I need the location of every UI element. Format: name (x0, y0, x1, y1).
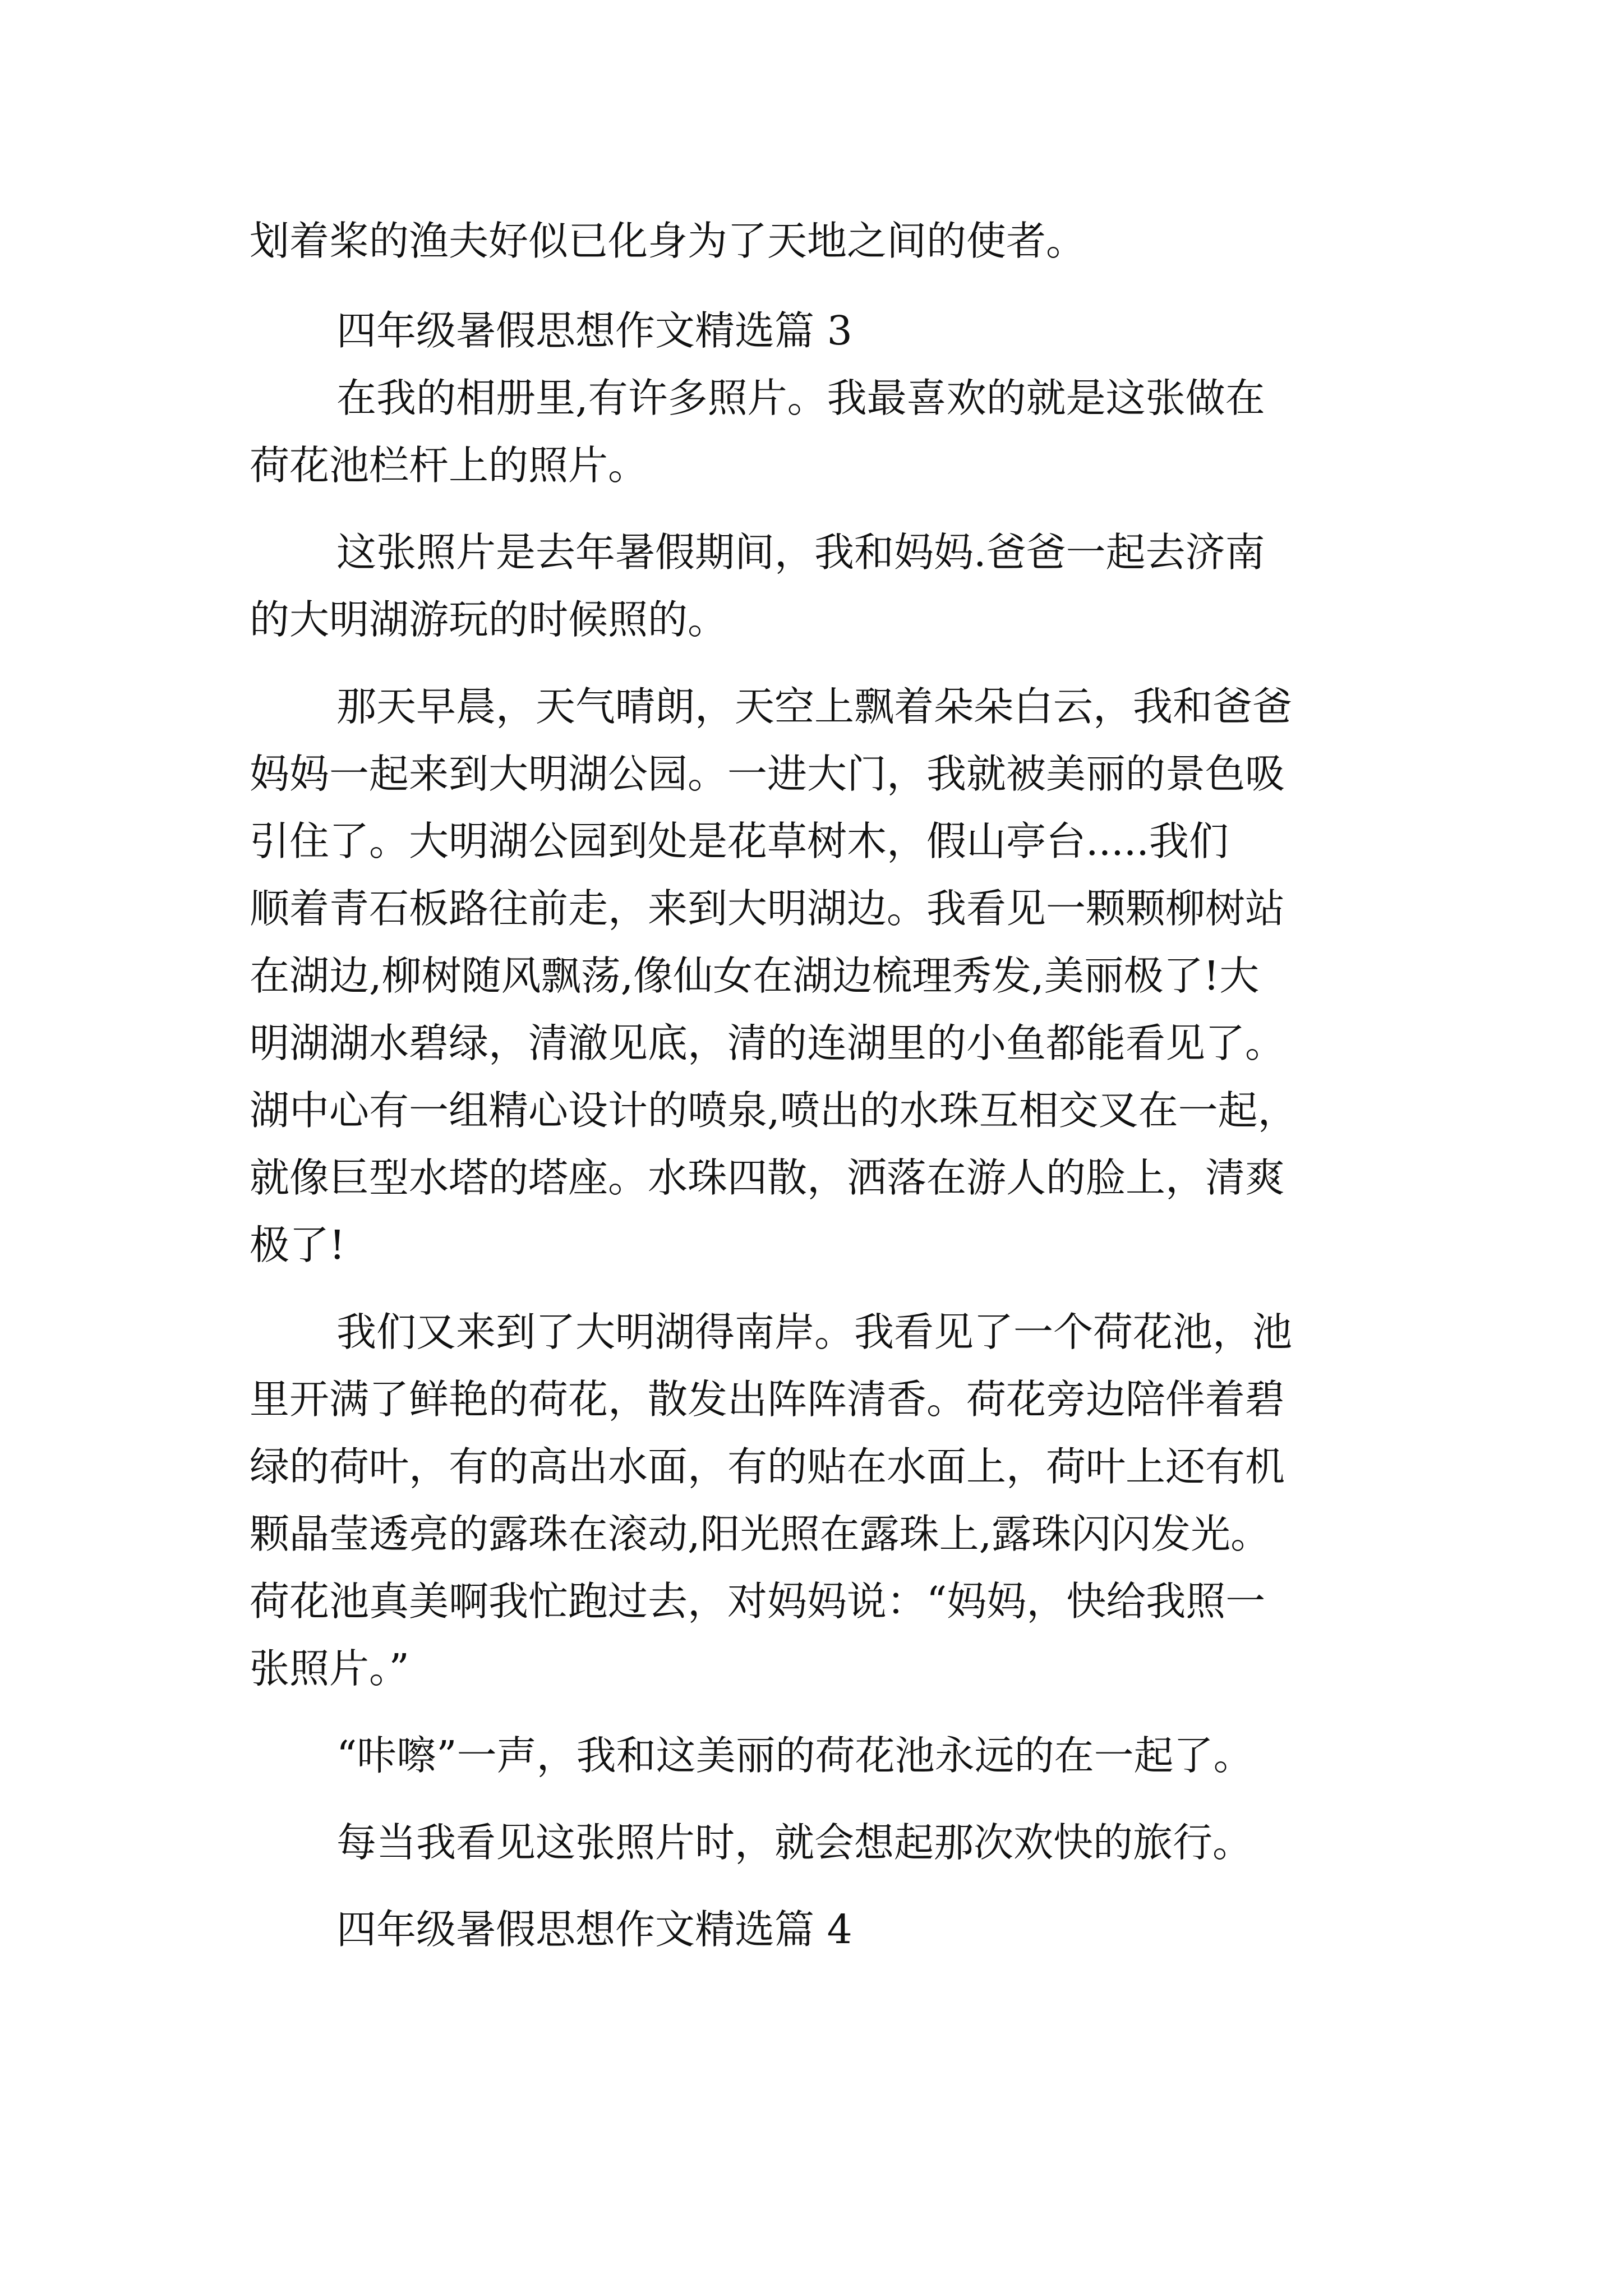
section-heading: 四年级暑假思想作文精选篇 4 (336, 1906, 852, 1953)
text-line: 引住了。大明湖公园到处是花草树木，假山亭台.....我们 (250, 818, 1229, 864)
text-line: 荷花池真美啊我忙跑过去，对妈妈说：“妈妈，快给我照一 (250, 1578, 1266, 1625)
text-line: 就像巨型水塔的塔座。水珠四散，洒落在游人的脸上，清爽 (250, 1154, 1285, 1201)
text-line: 顺着青石板路往前走，来到大明湖边。我看见一颗颗柳树站 (250, 885, 1285, 932)
text-line: 划着桨的渔夫好似已化身为了天地之间的使者。 (250, 218, 1086, 264)
text-line: 明湖湖水碧绿，清澈见底，清的连湖里的小鱼都能看见了。 (250, 1020, 1285, 1066)
text-line: 荷花池栏杆上的照片。 (250, 442, 648, 489)
section-heading: 四年级暑假思想作文精选篇 3 (336, 307, 852, 354)
text-line: 颗晶莹透亮的露珠在滚动,阳光照在露珠上,露珠闪闪发光。 (250, 1511, 1271, 1557)
text-line: 那天早晨，天气晴朗，天空上飘着朵朵白云，我和爸爸 (336, 683, 1293, 730)
text-line: 这张照片是去年暑假期间，我和妈妈.爸爸一起去济南 (336, 529, 1265, 576)
text-line: 我们又来到了大明湖得南岸。我看见了一个荷花池，池 (336, 1309, 1293, 1355)
text-line: 在我的相册里,有许多照片。我最喜欢的就是这张做在 (336, 375, 1265, 421)
text-line: 极了! (250, 1222, 345, 1268)
text-line: “咔嚓”一声，我和这美丽的荷花池永远的在一起了。 (336, 1732, 1253, 1779)
text-line: 里开满了鲜艳的荷花，散发出阵阵清香。荷花旁边陪伴着碧 (250, 1376, 1285, 1423)
text-line: 妈妈一起来到大明湖公园。一进大门，我就被美丽的景色吸 (250, 751, 1285, 797)
text-line: 绿的荷叶，有的高出水面，有的贴在水面上，荷叶上还有机 (250, 1443, 1285, 1490)
text-line: 的大明湖游玩的时候照的。 (250, 596, 728, 643)
text-line: 湖中心有一组精心设计的喷泉,喷出的水珠互相交叉在一起， (250, 1087, 1298, 1134)
text-line: 每当我看见这张照片时，就会想起那次欢快的旅行。 (336, 1819, 1253, 1866)
text-line: 在湖边,柳树随风飘荡,像仙女在湖边梳理秀发,美丽极了!大 (250, 953, 1260, 999)
text-line: 张照片。” (250, 1645, 409, 1692)
